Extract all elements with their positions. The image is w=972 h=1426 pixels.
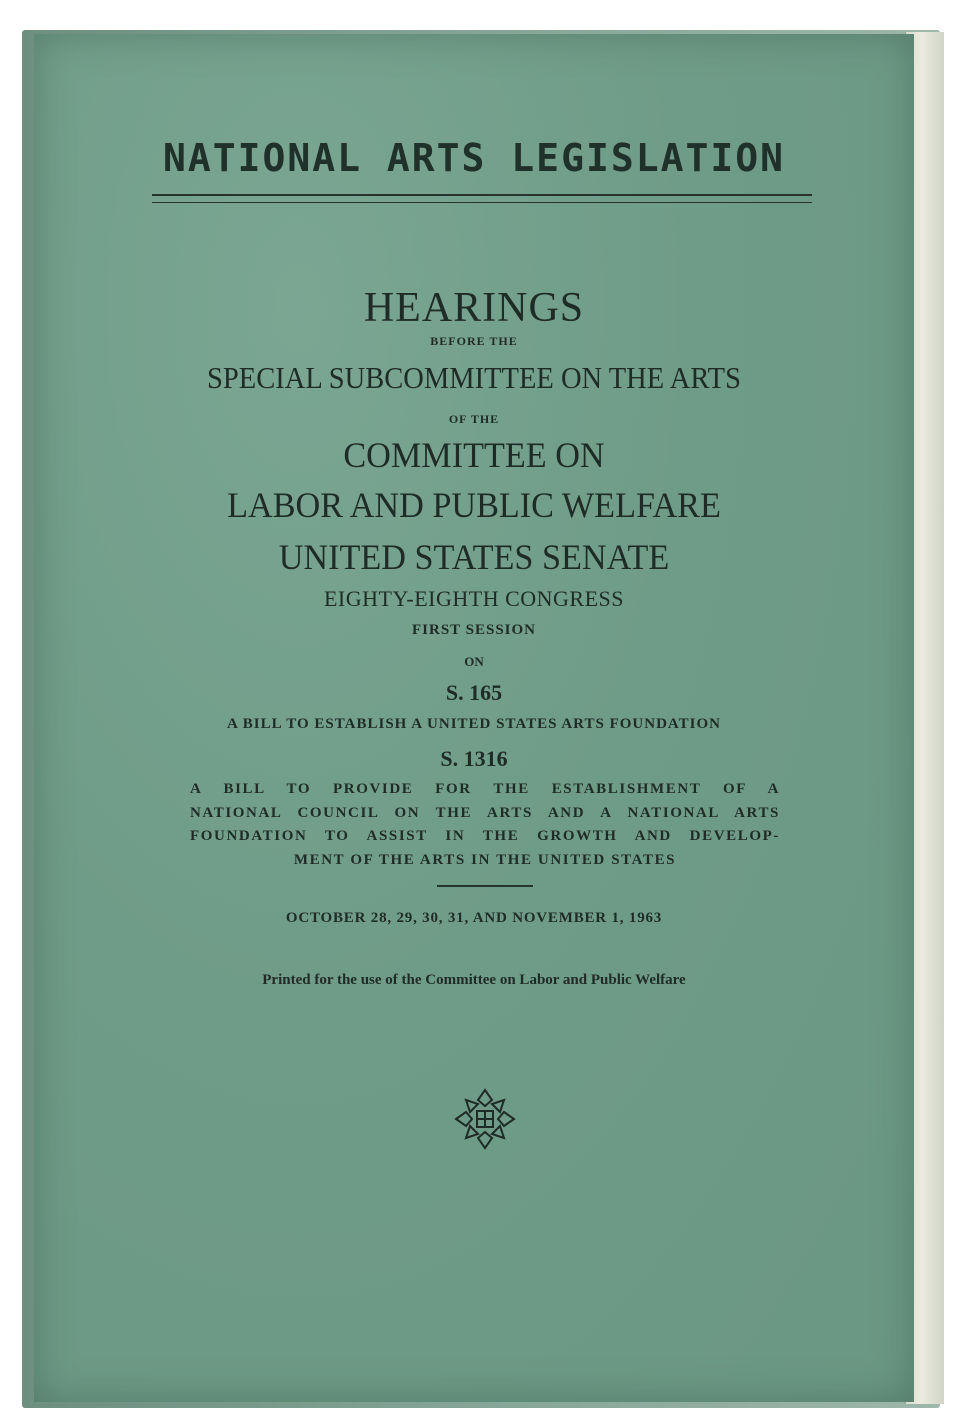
bill-2-description-line: A BILL TO PROVIDE FOR THE ESTABLISHMENT OF A: [190, 781, 780, 797]
hearings-heading: HEARINGS: [363, 285, 585, 331]
bill-2-description-line: NATIONAL COUNCIL ON THE ARTS AND A NATIONAL ARTS: [190, 804, 780, 821]
gpo-ornament-icon: [452, 1086, 518, 1152]
subcommittee-name: SPECIAL SUBCOMMITTEE ON THE ARTS: [207, 360, 741, 395]
bill-2-description: [190, 778, 780, 872]
bill-2-description-line: MENT OF THE ARTS IN THE UNITED STATES: [293, 851, 677, 868]
senate-name: UNITED STATES SENATE: [278, 537, 670, 577]
book-cover: [34, 34, 914, 1402]
title-double-rule: [152, 194, 812, 203]
congress-text: EIGHTY-EIGHTH CONGRESS: [323, 586, 625, 611]
on-text: ON: [464, 654, 484, 669]
short-divider-rule: [437, 885, 533, 887]
printed-for-note: Printed for the use of the Committee on Labor and Public Welfare: [262, 972, 686, 988]
of-the-text: OF THE: [448, 412, 500, 426]
session-text: FIRST SESSION: [411, 622, 537, 638]
bill-2-number: S. 1316: [440, 746, 508, 771]
committee-line-1: COMMITTEE ON: [343, 435, 605, 475]
hearing-dates: OCTOBER 28, 29, 30, 31, AND NOVEMBER 1, 1963: [285, 910, 663, 926]
before-the-text: BEFORE THE: [430, 334, 518, 348]
bill-1-description: A BILL TO ESTABLISH A UNITED STATES ARTS FOUNDATION: [227, 716, 721, 732]
bill-2-description-line: FOUNDATION TO ASSIST IN THE GROWTH AND DEVELOP-: [190, 828, 780, 844]
bill-1-number: S. 165: [445, 680, 503, 705]
committee-line-2: LABOR AND PUBLIC WELFARE: [227, 485, 721, 525]
series-title: NATIONAL ARTS LEGISLATION: [163, 136, 785, 180]
